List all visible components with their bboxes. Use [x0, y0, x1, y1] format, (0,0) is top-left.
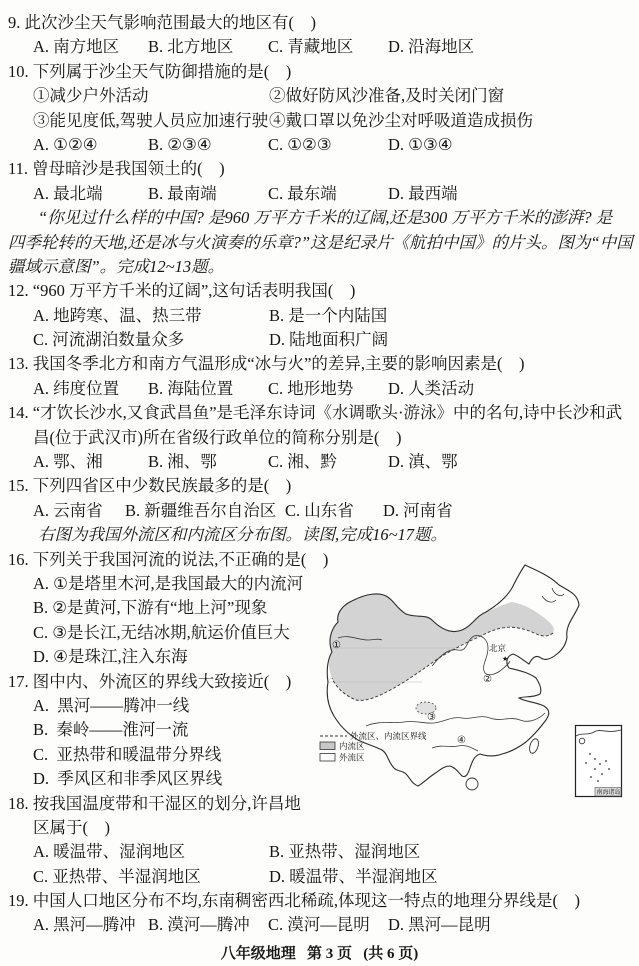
south-china-sea-inset	[576, 726, 622, 797]
inset-frame	[576, 726, 622, 797]
inset-island	[579, 738, 585, 744]
yangtze-river	[366, 713, 545, 726]
q17-option-a: A. 黑河——腾冲一线	[33, 695, 190, 715]
q11-options	[8, 182, 633, 206]
passage1-line2: 四季轮转的天地,还是冰与火演奏的乐章?”这是纪录片《航拍中国》的片头。图为“中国	[8, 232, 633, 252]
q14-option-a: A. 鄂、湘	[33, 452, 103, 472]
beijing-star-icon: ★	[502, 655, 509, 663]
q9-option-a: A. 南方地区	[33, 37, 120, 57]
songhua-river	[542, 588, 564, 602]
q18-option-c: C. 亚热带、半湿润地区	[33, 866, 201, 886]
q12-stem: 12. “960 万平方千米的辽阔”,这句话表明我国( )	[8, 281, 356, 301]
q10-item-3: ③能见度低,驾驶人员应加速行驶	[33, 110, 269, 130]
q15-options	[8, 499, 633, 523]
q13-option-c: C. 地形地势	[268, 378, 354, 398]
china-drainage-map	[314, 548, 636, 814]
q17-option-d: D. 季风区和非季风区界线	[33, 769, 223, 789]
q10-item-4: ④戴口罩以免沙尘对呼吸道造成损伤	[269, 110, 533, 130]
beijing-label: 北京	[489, 643, 507, 653]
q10-item-2: ②做好防风沙准备,及时关闭门窗	[269, 86, 505, 106]
q14-option-d: D. 滇、鄂	[388, 452, 458, 472]
q11-option-d: D. 最西端	[388, 183, 458, 203]
q19-options	[8, 913, 633, 937]
passage1-line3: 疆域示意图”。完成12~13题。	[8, 256, 225, 276]
river-marker-2: ②	[483, 674, 492, 685]
q11-option-b: B. 最南端	[148, 183, 217, 203]
legend-inner-label: 内流区	[339, 741, 365, 751]
passage2-line1: 右图为我国外流区和内流区分布图。读图,完成16~17题。	[38, 525, 448, 545]
inset-label: 南海诸岛	[596, 790, 621, 796]
q18-options-cd	[8, 865, 633, 889]
q13-option-d: D. 人类活动	[388, 378, 475, 398]
inner-drainage-region	[329, 594, 554, 700]
q9-options	[8, 35, 633, 59]
q19-option-c: C. 漠河—昆明	[268, 915, 370, 935]
q16-option-a: A. ①是塔里木河,是我国最大的内流河	[33, 573, 304, 593]
q18-options-ab	[8, 840, 633, 864]
q12-options-cd	[8, 328, 633, 352]
q9-option-d: D. 沿海地区	[388, 37, 475, 57]
river-marker-1: ①	[332, 640, 341, 651]
q14-option-c: C. 湘、黔	[268, 452, 337, 472]
q19-stem: 19. 中国人口地区分布不均,东南稠密西北稀疏,体现这一特点的地理分界线是( )	[8, 891, 580, 911]
q11-option-c: C. 最东端	[268, 183, 337, 203]
q14-options	[8, 450, 633, 474]
taiwan-island	[528, 738, 540, 755]
legend-inner-swatch	[320, 742, 335, 750]
q18-stem-line1: 18. 按我国温度带和干湿区的划分,许昌地	[8, 793, 301, 813]
q17-stem: 17. 图中内、外流区的界线大致接近( )	[8, 671, 292, 691]
q15-option-b: B. 新疆维吾尔自治区	[125, 500, 277, 520]
q13-options	[8, 377, 633, 401]
q18-option-d: D. 暖温带、半湿润地区	[269, 866, 438, 886]
q14-stem-line2: 昌(位于武汉市)所在省级行政单位的简称分别是( )	[33, 427, 402, 447]
q14-stem-line1: 14. “才饮长沙水,又食武昌鱼”是毛泽东诗词《水调歌头·游泳》中的名句,诗中长沙和武	[8, 403, 623, 423]
river-marker-3: ③	[427, 712, 436, 723]
q18-option-a: A. 暖温带、湿润地区	[33, 842, 186, 862]
q12-option-a: A. 地跨寒、温、热三带	[33, 305, 202, 325]
q15-option-c: C. 山东省	[285, 500, 354, 520]
q10-option-c: C. ①②③	[268, 134, 332, 154]
q10-option-b: B. ②③④	[148, 134, 212, 154]
q19-option-b: B. 漠河—腾冲	[148, 915, 250, 935]
q16-option-d: D. ④是珠江,注入东海	[33, 647, 188, 667]
q16-stem: 16. 下列关于我国河流的说法,不正确的是( )	[8, 549, 329, 569]
legend-boundary-label: 外流区、内流区界线	[350, 731, 427, 741]
q10-options	[8, 133, 633, 157]
q9-option-c: C. 青藏地区	[268, 37, 354, 57]
pearl-river	[432, 745, 478, 751]
q17-option-b: B. 秦岭——淮河一流	[33, 720, 189, 740]
q11-stem: 11. 曾母暗沙是我国领土的( )	[8, 159, 225, 179]
q9-option-b: B. 北方地区	[148, 37, 234, 57]
q19-option-a: A. 黑河—腾冲	[33, 915, 136, 935]
q18-stem-line2: 区属于( )	[33, 817, 110, 837]
q13-option-a: A. 纬度位置	[33, 378, 120, 398]
passage1-line1: “你见过什么样的中国? 是960 万平方千米的辽阔,还是300 万平方千米的澎湃? 是	[38, 208, 613, 228]
q16-option-c: C. ③是长江,无结冰期,航运价值巨大	[33, 622, 290, 642]
legend-outer-swatch	[320, 754, 335, 762]
q10-stem: 10. 下列属于沙尘天气防御措施的是( )	[8, 61, 292, 81]
q10-option-d: D. ①③④	[388, 134, 453, 154]
hainan-island	[466, 778, 478, 790]
q15-option-d: D. 河南省	[383, 500, 453, 520]
q12-option-d: D. 陆地面积广阔	[269, 330, 389, 350]
q12-option-b: B. 是一个内陆国	[269, 305, 388, 325]
q11-option-a: A. 最北端	[33, 183, 103, 203]
q18-option-b: B. 亚热带、湿润地区	[269, 842, 421, 862]
q19-option-d: D. 黑河—昆明	[388, 915, 491, 935]
q16-option-b: B. ②是黄河,下游有“地上河”现象	[33, 598, 268, 618]
q9-stem: 9. 此次沙尘天气影响范围最大的地区有( )	[8, 13, 316, 32]
q14-option-b: B. 湘、鄂	[148, 452, 217, 472]
legend-outer-label: 外流区	[339, 752, 365, 763]
q15-option-a: A. 云南省	[33, 500, 103, 520]
q10-items-34	[8, 109, 633, 133]
q12-option-c: C. 河流湖泊数量众多	[33, 330, 185, 350]
q10-option-a: A. ①②④	[33, 134, 98, 154]
q12-options-ab	[8, 304, 633, 328]
q13-option-b: B. 海陆位置	[148, 378, 234, 398]
q15-stem: 15. 下列四省区中少数民族最多的是( )	[8, 476, 292, 496]
q10-item-1: ①减少户外活动	[33, 86, 149, 106]
q17-option-c: C. 亚热带和暖温带分界线	[33, 744, 222, 764]
river-marker-4: ④	[457, 735, 466, 746]
page-footer: 八年级地理 第 3 页 (共 6 页)	[220, 946, 419, 962]
q13-stem: 13. 我国冬季北方和南方气温形成“冰与火”的差异,主要的影响因素是( )	[8, 354, 525, 374]
q10-items-12	[8, 84, 633, 108]
